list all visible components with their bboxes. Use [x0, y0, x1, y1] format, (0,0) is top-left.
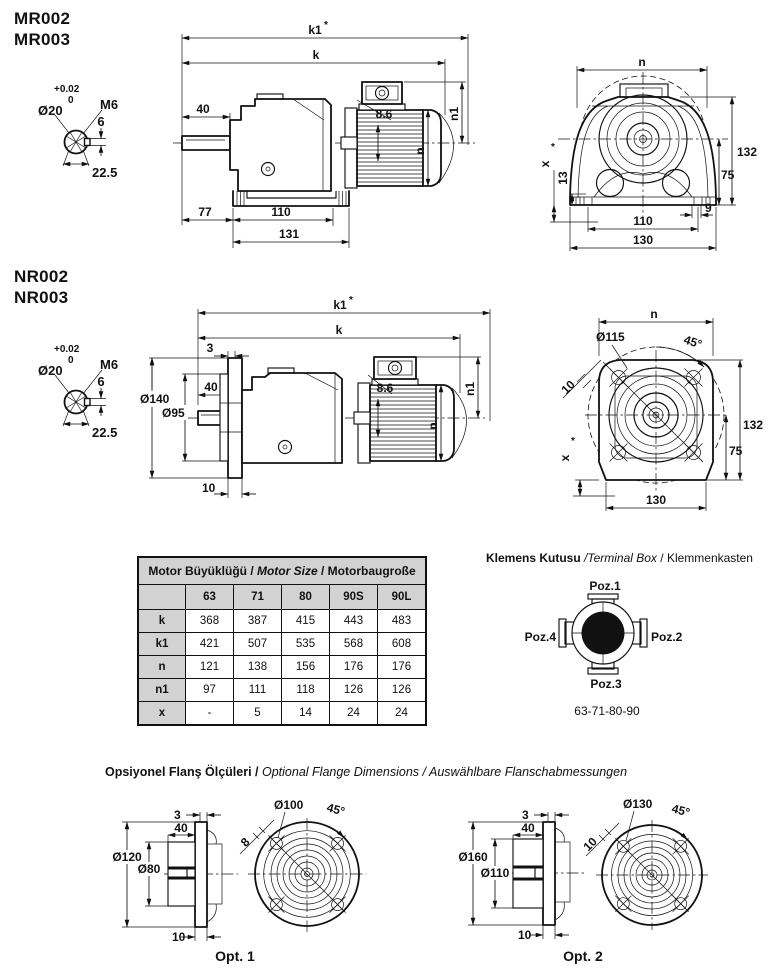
- nr-front-dim-10: 10: [558, 377, 578, 397]
- motor-size-table: [137, 556, 427, 726]
- flange-section-heading: [105, 765, 627, 779]
- mr-dim-110: 110: [271, 205, 291, 219]
- cell-k1-90l: 608: [378, 633, 427, 656]
- opt1-front-view: [237, 812, 366, 932]
- mr-dim-k1-star: *: [324, 20, 328, 31]
- col-header-80: 80: [282, 585, 330, 610]
- cell-k1-80: 535: [282, 633, 330, 656]
- nr-model-title: [14, 266, 68, 308]
- mr-dim-40: 40: [196, 102, 210, 116]
- terminal-box-heading-tr: Klemens Kutusu: [486, 551, 585, 565]
- opt2-dim-dia160: Ø160: [458, 850, 488, 864]
- nr-dim-3: 3: [206, 341, 214, 355]
- mr-front-dim-75: 75: [721, 168, 735, 182]
- terminal-box-sizes: 63-71-80-90: [574, 704, 640, 718]
- cell-k-71: 387: [234, 610, 282, 633]
- table-title-tr: Motor Büyüklüğü /: [148, 564, 257, 578]
- nr-dim-dia95: Ø95: [162, 406, 185, 420]
- nr-model-line1: NR002: [14, 267, 69, 286]
- nr-dim-k1: k1: [333, 298, 347, 312]
- cell-n-90s: 176: [330, 656, 378, 679]
- terminal-box-graphics: [559, 594, 647, 674]
- terminal-box-poz4: Poz.4: [524, 630, 556, 644]
- opt2-dim-dia110: Ø110: [480, 866, 510, 880]
- nr-front-dim-132: 132: [743, 418, 764, 432]
- nr-front-dim-n: n: [650, 307, 658, 321]
- cell-k-90s: 443: [330, 610, 378, 633]
- opt1-dim-45: 45°: [325, 800, 347, 819]
- cell-n-71: 138: [234, 656, 282, 679]
- mr-shaft-diameter: Ø20: [38, 103, 63, 118]
- opt2-flange-drawing: [452, 792, 772, 950]
- nr-dim-k1-star: *: [349, 295, 353, 306]
- nr-front-view-drawing: [555, 300, 772, 528]
- nr-front-dim-130: 130: [645, 493, 667, 507]
- mr-shaft-tolerance-zero: 0: [68, 95, 74, 106]
- nr-shaft-diameter: Ø20: [38, 363, 63, 378]
- table-header-row: [138, 585, 426, 610]
- opt2-caption: Opt. 2: [563, 948, 603, 964]
- nr-dim-86: 8.6: [376, 381, 394, 395]
- mr-dim-k: k: [312, 48, 320, 62]
- nr-front-body: [585, 350, 727, 492]
- flange-heading-tr: Opsiyonel Flanş Ölçüleri: [105, 765, 252, 779]
- nr-dim-k: k: [335, 323, 343, 337]
- flange-heading-en-de: Optional Flange Dimensions / Auswählbare Flanschabmessungen: [262, 765, 628, 779]
- nr-front-dim-75: 75: [729, 444, 743, 458]
- mr-shaft-thread: M6: [100, 97, 119, 112]
- mr-dim-n: n: [413, 147, 427, 155]
- mr-front-body: [558, 72, 728, 216]
- mr-front-dim-n: n: [638, 55, 646, 69]
- nr-shaft-tolerance-plus: +0.02: [54, 344, 80, 355]
- mr-front-dim-13: 13: [556, 171, 570, 185]
- cell-n-80: 156: [282, 656, 330, 679]
- opt1-dim-dia120: Ø120: [112, 850, 142, 864]
- nr-side-view-drawing: [140, 295, 495, 520]
- flange-heading-sep: /: [251, 765, 262, 779]
- table-corner-cell: [138, 585, 186, 610]
- nr-gearbox-graphics: [188, 358, 342, 478]
- nr-front-dim-45: 45°: [682, 332, 704, 352]
- mr-model-line1: MR002: [14, 9, 71, 28]
- mr-motor-graphics: [335, 82, 475, 188]
- mr-front-view-drawing: [540, 48, 772, 263]
- cell-n-90l: 176: [378, 656, 427, 679]
- row-label-k: k: [138, 610, 186, 633]
- terminal-box-heading-de: / Klemmenkasten: [656, 551, 753, 565]
- mr-front-dim-x: x: [538, 160, 552, 168]
- cell-x-63: -: [186, 702, 234, 726]
- mr-front-dim-132: 132: [737, 145, 758, 159]
- table-title-de: / Motorbaugroße: [321, 564, 416, 578]
- table-row-n1: [138, 679, 426, 702]
- terminal-box-heading-en: /Terminal Box: [584, 551, 657, 565]
- mr-dim-77: 77: [198, 205, 212, 219]
- opt1-dim-40: 40: [174, 821, 188, 835]
- nr-dim-n1: n1: [463, 381, 477, 397]
- row-label-x: x: [138, 702, 186, 726]
- terminal-box-drawing: [520, 578, 695, 723]
- mr-side-view-drawing: [165, 20, 485, 265]
- mr-front-dim-130: 130: [632, 233, 654, 247]
- nr-dim-n: n: [426, 422, 440, 430]
- cell-x-80: 14: [282, 702, 330, 726]
- opt2-dim-hole10: 10: [580, 834, 600, 854]
- opt2-dim-40: 40: [521, 821, 535, 835]
- mr-front-dim-x-star: *: [551, 142, 555, 153]
- nr-motor-graphics: [345, 357, 485, 463]
- cell-k1-90s: 568: [330, 633, 378, 656]
- cell-n1-90s: 126: [330, 679, 378, 702]
- nr-shaft-tolerance-zero: 0: [68, 355, 74, 366]
- opt1-dim-8: 8: [237, 834, 253, 850]
- row-label-k1: k1: [138, 633, 186, 656]
- nr-front-dim-x: x: [558, 454, 572, 462]
- mr-dim-131: 131: [278, 227, 300, 241]
- cell-k-63: 368: [186, 610, 234, 633]
- mr-dim-n1: n1: [447, 106, 461, 122]
- nr-dim-10: 10: [202, 481, 216, 495]
- cell-n1-71: 111: [234, 679, 282, 702]
- mr-dim-86: 8.6: [375, 107, 393, 121]
- mr-shaft-tolerance-plus: +0.02: [54, 84, 80, 95]
- terminal-box-poz3: Poz.3: [590, 677, 622, 691]
- nr-front-dim-dia115: Ø115: [596, 330, 625, 344]
- col-header-71: 71: [234, 585, 282, 610]
- cell-n-63: 121: [186, 656, 234, 679]
- table-row-k: [138, 610, 426, 633]
- opt2-front-view: [586, 811, 708, 930]
- mr-shaft-detail-drawing: [38, 78, 173, 193]
- nr-dim-40: 40: [204, 380, 218, 394]
- terminal-box-poz2: Poz.2: [651, 630, 683, 644]
- col-header-63: 63: [186, 585, 234, 610]
- nr-model-line2: NR003: [14, 288, 69, 307]
- mr-shaft-across: 22.5: [92, 165, 118, 180]
- opt1-dim-10: 10: [172, 930, 186, 944]
- terminal-box-poz1: Poz.1: [589, 579, 621, 593]
- opt1-dim-3: 3: [174, 808, 181, 822]
- opt1-flange-drawing: [88, 792, 398, 950]
- col-header-90l: 90L: [378, 585, 427, 610]
- cell-x-71: 5: [234, 702, 282, 726]
- mr-front-dim-110: 110: [633, 214, 653, 228]
- mr-shaft-key-width: 6: [97, 114, 105, 129]
- mr-front-dim-9: 9: [705, 201, 712, 215]
- table-row-n: [138, 656, 426, 679]
- mr-dim-k1: k1: [308, 23, 322, 37]
- opt1-dim-dia80: Ø80: [137, 862, 161, 876]
- mr-model-line2: MR003: [14, 30, 71, 49]
- nr-shaft-key-width: 6: [97, 374, 105, 389]
- row-label-n: n: [138, 656, 186, 679]
- opt2-dim-45: 45°: [670, 801, 692, 820]
- cell-n1-80: 118: [282, 679, 330, 702]
- cell-k1-71: 507: [234, 633, 282, 656]
- nr-dim-dia140: Ø140: [140, 392, 170, 406]
- nr-shaft-thread: M6: [100, 357, 119, 372]
- col-header-90s: 90S: [330, 585, 378, 610]
- mr-model-title: [14, 8, 70, 50]
- cell-k-90l: 483: [378, 610, 427, 633]
- row-label-n1: n1: [138, 679, 186, 702]
- table-row-k1: [138, 633, 426, 656]
- table-title-en: Motor Size: [256, 564, 321, 578]
- nr-shaft-across: 22.5: [92, 425, 118, 440]
- table-title: [138, 557, 426, 585]
- cell-n1-90l: 126: [378, 679, 427, 702]
- cell-k1-63: 421: [186, 633, 234, 656]
- table-row-x: [138, 702, 426, 726]
- opt2-dim-dia130: Ø130: [623, 797, 653, 811]
- cell-x-90s: 24: [330, 702, 378, 726]
- cell-n1-63: 97: [186, 679, 234, 702]
- cell-x-90l: 24: [378, 702, 427, 726]
- opt1-caption: Opt. 1: [215, 948, 255, 964]
- opt2-dim-3: 3: [522, 808, 529, 822]
- cell-k-80: 415: [282, 610, 330, 633]
- opt1-dim-dia100: Ø100: [274, 798, 304, 812]
- nr-front-dim-x-star: *: [571, 436, 575, 447]
- opt2-dim-10: 10: [518, 928, 532, 942]
- terminal-box-heading: [486, 551, 753, 565]
